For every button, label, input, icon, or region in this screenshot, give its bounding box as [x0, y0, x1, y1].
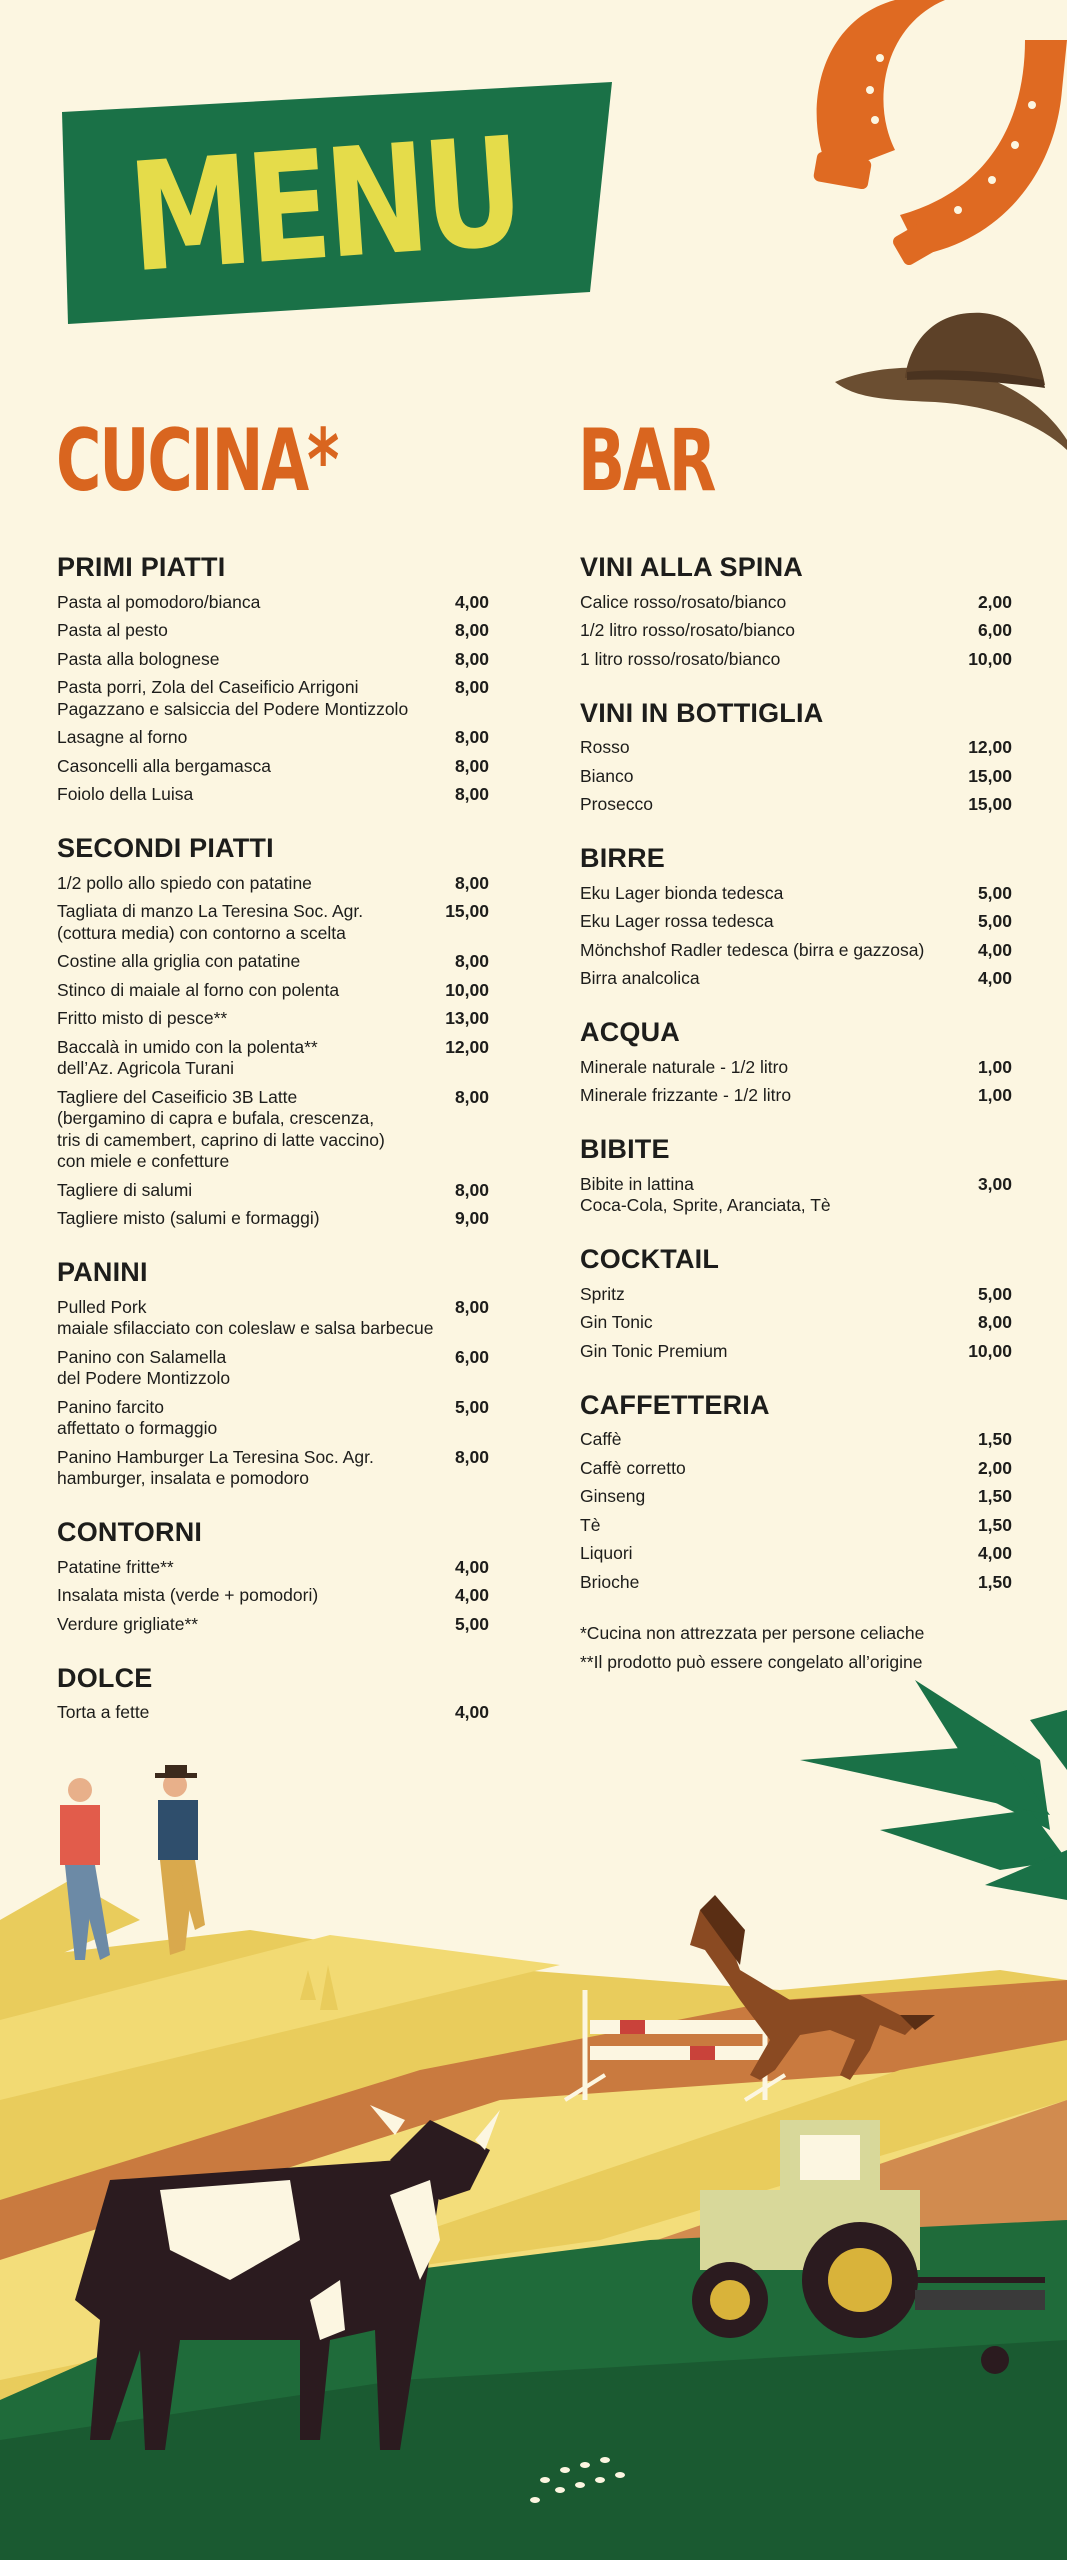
cowboy-hat-icon [835, 310, 1067, 450]
item-name: Brioche [580, 1571, 640, 1592]
item-price: 10,00 [445, 979, 489, 1000]
item-price: 1,00 [977, 1085, 1012, 1105]
menu-item [580, 879, 1012, 908]
menu-item [580, 1280, 1012, 1309]
menu-item [580, 791, 1012, 820]
item-price: 8,00 [454, 677, 489, 697]
bar-column [580, 550, 1012, 1677]
item-price: 10,00 [968, 648, 1012, 669]
item-price: 8,00 [454, 1086, 489, 1107]
item-price: 8,00 [454, 727, 489, 747]
menu-item [580, 645, 1012, 674]
item-price: 15,00 [445, 901, 489, 921]
acqua-category [580, 1015, 1012, 1110]
menu-item [580, 1170, 1012, 1220]
menu-item [57, 1205, 489, 1234]
item-name: Caffè [580, 1429, 622, 1449]
category-title: BIRRE [580, 843, 666, 873]
item-price: 2,00 [977, 591, 1012, 612]
menu-item [580, 762, 1012, 791]
item-name: Costine alla griglia con patatine [57, 951, 301, 971]
bar-section-title: BAR [578, 411, 715, 511]
menu-item [57, 869, 489, 898]
item-name-line: Bibite in lattina [580, 1173, 694, 1194]
category-title: SECONDI PIATTI [57, 833, 274, 863]
item-name: Pasta alla bolognese [57, 648, 220, 669]
category-title: CAFFETTERIA [580, 1389, 770, 1420]
item-name: Tè [580, 1514, 601, 1535]
menu-item [580, 1426, 1012, 1455]
item-name [57, 1447, 455, 1490]
menu-item [57, 1582, 489, 1611]
item-price: 1,50 [977, 1429, 1012, 1449]
menu-item [57, 781, 489, 810]
panini-category [57, 1255, 489, 1493]
menu-item [580, 1337, 1012, 1366]
dancers-illustration [60, 1765, 205, 1960]
item-name: Foiolo della Luisa [57, 784, 194, 804]
category-title: VINI ALLA SPINA [580, 552, 804, 582]
item-price: 12,00 [968, 737, 1012, 757]
item-name [57, 677, 455, 720]
item-name-line: Tagliata di manzo La Teresina Soc. Agr. [57, 901, 364, 921]
item-description: con miele e confetture [57, 1151, 230, 1171]
item-name-line: Tagliere del Caseificio 3B Latte [57, 1086, 298, 1107]
item-name: Eku Lager bionda tedesca [580, 882, 784, 903]
category-title: BIBITE [580, 1134, 670, 1164]
item-price: 4,00 [977, 939, 1012, 960]
menu-item [57, 1293, 489, 1343]
item-name: Insalata mista (verde + pomodori) [57, 1585, 319, 1605]
cucina-section-title: CUCINA* [56, 411, 338, 511]
menu-item [57, 898, 489, 948]
item-description: (cottura media) con contorno a scelta [57, 922, 346, 943]
menu-item [57, 1443, 489, 1493]
primi-piatti-category [57, 550, 489, 809]
item-name [580, 1174, 978, 1217]
item-name: 1/2 litro rosso/rosato/bianco [580, 620, 795, 640]
item-price: 15,00 [968, 765, 1012, 786]
menu-item [580, 1540, 1012, 1569]
item-price: 8,00 [454, 951, 489, 971]
item-name: Calice rosso/rosato/bianco [580, 591, 787, 612]
item-name-line: Pulled Pork [57, 1296, 147, 1317]
cocktail-category [580, 1242, 1012, 1366]
item-price: 4,00 [454, 1585, 489, 1605]
item-name: Rosso [580, 737, 630, 757]
item-price: 10,00 [968, 1340, 1012, 1361]
item-price: 8,00 [454, 648, 489, 669]
item-description: tris di camembert, caprino di latte vaccino) [57, 1129, 385, 1150]
menu-item [580, 1511, 1012, 1540]
item-price: 1,50 [977, 1486, 1012, 1506]
menu-item [57, 976, 489, 1005]
item-name: Torta a fette [57, 1702, 150, 1722]
item-description: dell’Az. Agricola Turani [57, 1058, 235, 1078]
item-name: Gin Tonic Premium [580, 1340, 728, 1361]
item-price: 2,00 [977, 1457, 1012, 1478]
item-price: 6,00 [977, 620, 1012, 640]
item-name: Tagliere misto (salumi e formaggi) [57, 1208, 320, 1228]
item-name [57, 901, 445, 944]
caffetteria-category [580, 1388, 1012, 1597]
menu-item [57, 617, 489, 646]
horseshoe-icon [800, 0, 1067, 270]
contorni-category [57, 1515, 489, 1639]
item-price: 4,00 [977, 1543, 1012, 1563]
menu-item [57, 1083, 489, 1176]
menu-item [57, 1033, 489, 1083]
item-price: 5,00 [454, 1613, 489, 1634]
menu-item [57, 724, 489, 753]
item-name [57, 1397, 455, 1440]
item-price: 9,00 [454, 1208, 489, 1228]
item-price: 4,00 [454, 1556, 489, 1577]
item-price: 5,00 [454, 1396, 489, 1417]
item-name: Eku Lager rossa tedesca [580, 911, 774, 931]
farm-landscape-illustration [0, 1680, 1067, 2560]
category-title: PRIMI PIATTI [57, 552, 226, 582]
menu-item [580, 734, 1012, 763]
item-price: 15,00 [968, 794, 1012, 814]
item-name: 1 litro rosso/rosato/bianco [580, 648, 781, 669]
item-name [57, 1297, 455, 1340]
category-title: CONTORNI [57, 1517, 203, 1547]
item-description: del Podere Montizzolo [57, 1368, 231, 1388]
item-name: Caffè corretto [580, 1457, 686, 1478]
item-price: 1,50 [977, 1514, 1012, 1535]
item-name: Prosecco [580, 794, 653, 814]
item-name: Ginseng [580, 1486, 646, 1506]
menu-item [57, 588, 489, 617]
item-name [57, 1087, 455, 1173]
menu-item [57, 1176, 489, 1205]
item-name: Pasta al pomodoro/bianca [57, 591, 261, 612]
item-price: 8,00 [454, 755, 489, 776]
item-price: 5,00 [977, 1283, 1012, 1304]
menu-item [57, 1393, 489, 1443]
item-price: 4,00 [454, 1702, 489, 1722]
item-name: Spritz [580, 1283, 625, 1304]
item-name-line: Panino Hamburger La Teresina Soc. Agr. [57, 1446, 374, 1467]
item-price: 1,50 [977, 1571, 1012, 1592]
item-name-line: Baccalà in umido con la polenta** [57, 1036, 318, 1057]
menu-item [580, 1309, 1012, 1338]
item-name: Patatine fritte** [57, 1556, 174, 1577]
item-name: Fritto misto di pesce** [57, 1008, 228, 1028]
item-price: 4,00 [977, 968, 1012, 988]
menu-item [57, 1553, 489, 1582]
item-description: (bergamino di capra e bufala, crescenza, [57, 1108, 375, 1128]
bibite-category [580, 1132, 1012, 1220]
item-name: Birra analcolica [580, 968, 700, 988]
item-name: Tagliere di salumi [57, 1179, 193, 1200]
item-price: 6,00 [454, 1346, 489, 1367]
item-description: Coca-Cola, Sprite, Aranciata, Tè [580, 1195, 831, 1215]
item-price: 8,00 [454, 784, 489, 804]
item-price: 8,00 [454, 1179, 489, 1200]
footnotes [580, 1619, 1012, 1677]
leaves-illustration [800, 1680, 1067, 1900]
item-name [57, 1037, 445, 1080]
item-name: Verdure grigliate** [57, 1613, 199, 1634]
birre-category [580, 841, 1012, 993]
menu-item [57, 1343, 489, 1393]
category-title: VINI IN BOTTIGLIA [580, 697, 824, 728]
menu-item [57, 752, 489, 781]
cucina-column [57, 550, 489, 1749]
item-name: Minerale naturale - 1/2 litro [580, 1056, 789, 1077]
item-name: Liquori [580, 1543, 633, 1563]
item-price: 8,00 [454, 1446, 489, 1467]
item-price: 5,00 [977, 911, 1012, 931]
menu-item [580, 1082, 1012, 1111]
menu-item [580, 936, 1012, 965]
item-name: Stinco di maiale al forno con polenta [57, 979, 340, 1000]
menu-item [57, 948, 489, 977]
item-name: 1/2 pollo allo spiedo con patatine [57, 872, 312, 893]
menu-title: MENU [123, 105, 525, 307]
menu-item [580, 965, 1012, 994]
item-price: 8,00 [454, 1296, 489, 1317]
menu-item [57, 674, 489, 724]
menu-item [580, 1568, 1012, 1597]
menu-item [580, 1454, 1012, 1483]
menu-item [580, 908, 1012, 937]
item-price: 12,00 [445, 1036, 489, 1057]
item-name-line: Panino farcito [57, 1396, 165, 1417]
item-name: Gin Tonic [580, 1312, 653, 1332]
item-price: 3,00 [977, 1173, 1012, 1194]
item-price: 8,00 [977, 1312, 1012, 1332]
item-price: 5,00 [977, 882, 1012, 903]
menu-item [580, 588, 1012, 617]
menu-item [580, 1483, 1012, 1512]
secondi-piatti-category [57, 831, 489, 1233]
category-title: DOLCE [57, 1662, 153, 1693]
item-price: 8,00 [454, 620, 489, 640]
menu-item [57, 1610, 489, 1639]
item-name: Lasagne al forno [57, 727, 188, 747]
item-price: 8,00 [454, 872, 489, 893]
item-description: Pagazzano e salsiccia del Podere Montizzolo [57, 698, 409, 719]
vini-spina-category [580, 550, 1012, 674]
item-description: hamburger, insalata e pomodoro [57, 1468, 309, 1488]
item-name: Casoncelli alla bergamasca [57, 755, 271, 776]
item-price: 1,00 [977, 1056, 1012, 1077]
item-name [57, 1347, 455, 1390]
item-name: Mönchshof Radler tedesca (birra e gazzosa) [580, 939, 925, 960]
item-price: 4,00 [454, 591, 489, 612]
menu-item [580, 1053, 1012, 1082]
item-name: Bianco [580, 765, 634, 786]
menu-item [580, 617, 1012, 646]
category-title: ACQUA [580, 1017, 680, 1047]
vini-bottiglia-category [580, 696, 1012, 820]
category-title: PANINI [57, 1257, 148, 1287]
footnote: **Il prodotto può essere congelato all’origine [580, 1651, 923, 1672]
menu-item [57, 645, 489, 674]
item-name-line: Pasta porri, Zola del Caseificio Arrigoni [57, 677, 359, 697]
item-name-line: Panino con Salamella [57, 1346, 227, 1367]
footnote: *Cucina non attrezzata per persone celiache [580, 1622, 925, 1643]
menu-title-banner [62, 82, 612, 324]
item-name: Minerale frizzante - 1/2 litro [580, 1085, 792, 1105]
menu-item [57, 1005, 489, 1034]
category-title: COCKTAIL [580, 1244, 720, 1274]
item-description: affettato o formaggio [57, 1418, 218, 1438]
item-name: Pasta al pesto [57, 620, 168, 640]
item-price: 13,00 [445, 1008, 489, 1028]
item-description: maiale sfilacciato con coleslaw e salsa barbecue [57, 1318, 434, 1338]
